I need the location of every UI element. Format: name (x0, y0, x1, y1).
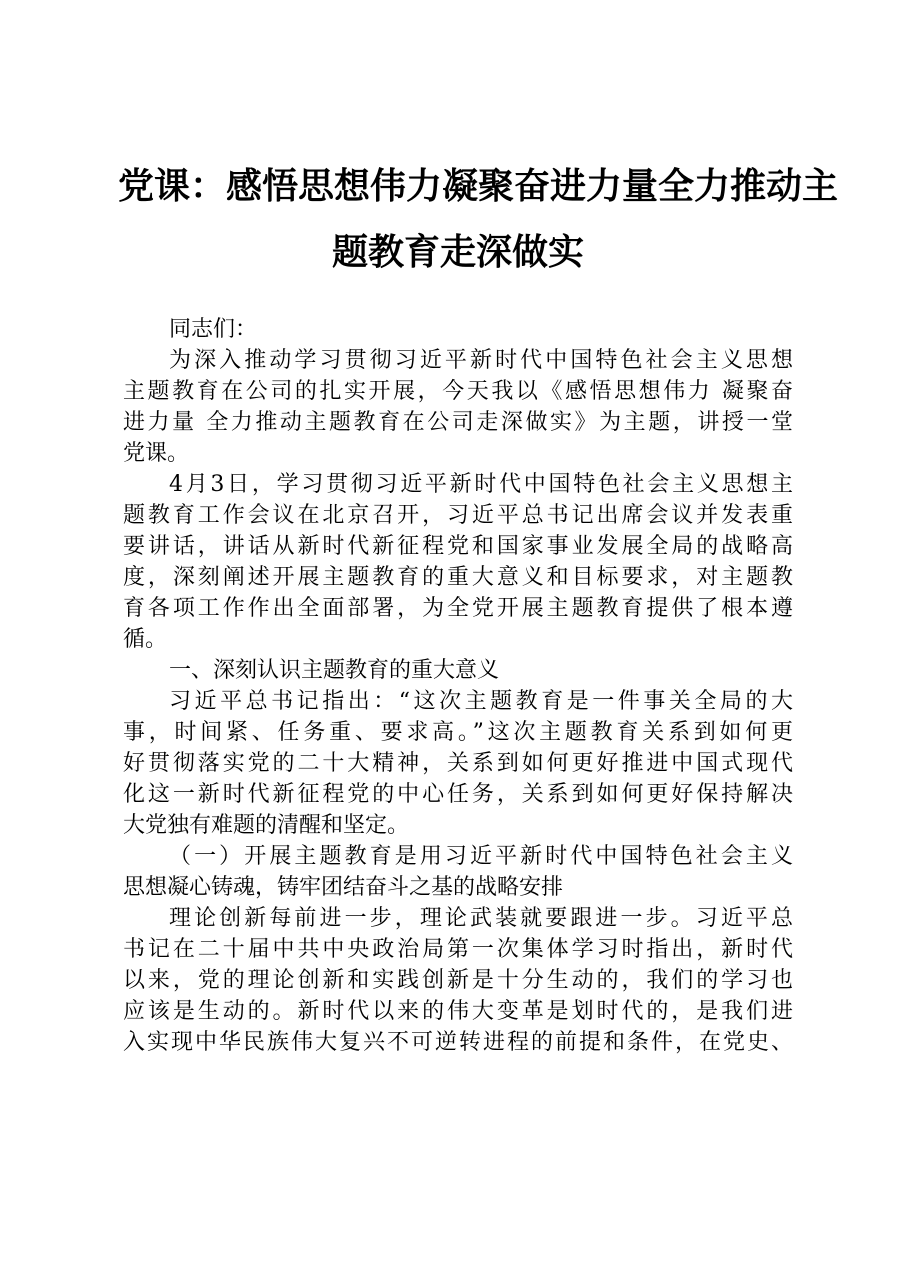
text-line: 入实现中华民族伟大复兴不可逆转进程的前提和条件，在党史、 (123, 1030, 793, 1055)
document-title-line-2: 题教育走深做实 (331, 231, 584, 273)
text-line: 循。 (123, 627, 168, 652)
text-line: 育各项工作作出全面部署，为全党开展主题教育提供了根本遵 (123, 596, 793, 621)
text-line: 进力量 全力推动主题教育在公司走深做实》为主题，讲授一堂 (123, 410, 793, 435)
text-line: 思想凝心铸魂，铸牢团结奋斗之基的战略安排 (123, 875, 564, 900)
text-line: 习近平总书记指出：“这次主题教育是一件事关全局的大 (169, 689, 793, 714)
text-line: 应该是生动的。新时代以来的伟大变革是划时代的，是我们进 (123, 999, 793, 1024)
text-line: 为深入推动学习贯彻习近平新时代中国特色社会主义思想 (169, 348, 793, 373)
text-line: 党课。 (123, 441, 190, 466)
document-title-line-1: 党课：感悟思想伟力凝聚奋进力量全力推动主 (118, 165, 839, 207)
text-line: 化这一新时代新征程党的中心任务，关系到如何更好保持解决 (123, 782, 793, 807)
text-line: 一、深刻认识主题教育的重大意义 (169, 658, 500, 683)
text-line: 度，深刻阐述开展主题教育的重大意义和目标要求，对主题教 (123, 565, 793, 590)
text-line: 理论创新每前进一步，理论武装就要跟进一步。习近平总 (169, 906, 793, 931)
document-body (123, 314, 793, 1058)
text-line: 以来，党的理论创新和实践创新是十分生动的，我们的学习也 (123, 968, 793, 993)
text-line: 同志们： (169, 317, 258, 342)
text-line: 大党独有难题的清醒和坚定。 (123, 813, 410, 838)
text-line: 好贯彻落实党的二十大精神，关系到如何更好推进中国式现代 (123, 751, 793, 776)
text-line: 事，时间紧、任务重、要求高。”这次主题教育关系到如何更 (123, 720, 793, 745)
text-line: 4月3日，学习贯彻习近平新时代中国特色社会主义思想主 (169, 472, 793, 497)
text-line: （一）开展主题教育是用习近平新时代中国特色社会主义 (169, 844, 793, 869)
text-line: 书记在二十届中共中央政治局第一次集体学习时指出，新时代 (123, 937, 793, 962)
text-line: 主题教育在公司的扎实开展，今天我以《感悟思想伟力 凝聚奋 (123, 379, 793, 404)
text-line: 题教育工作会议在北京召开，习近平总书记出席会议并发表重 (123, 503, 793, 528)
text-line: 要讲话，讲话从新时代新征程党和国家事业发展全局的战略高 (123, 534, 793, 559)
